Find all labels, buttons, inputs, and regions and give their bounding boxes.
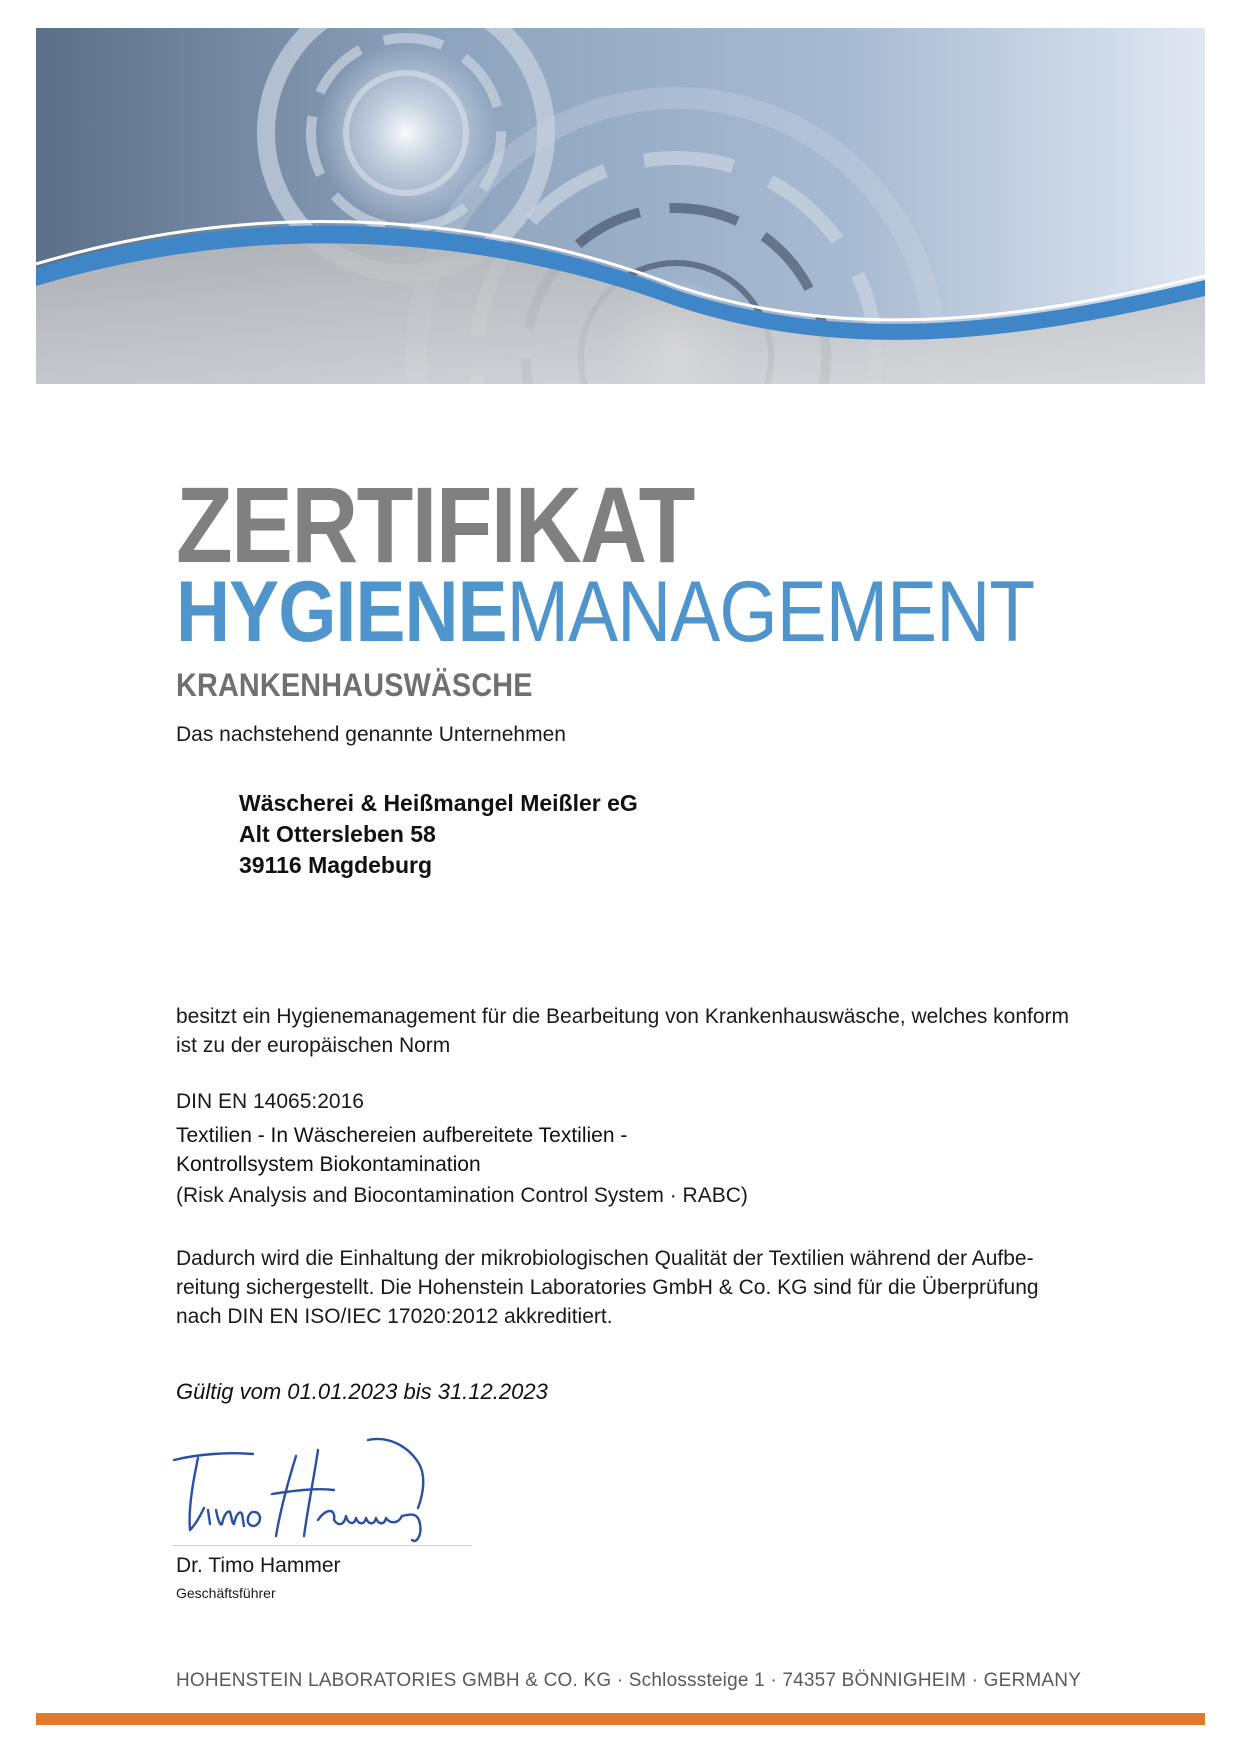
signature-image: [168, 1432, 468, 1544]
quality-line: nach DIN EN ISO/IEC 17020:2012 akkreditiert.: [176, 1305, 613, 1328]
signer-role: Geschäftsführer: [176, 1585, 276, 1601]
conformity-statement: [176, 1002, 1126, 1060]
conformity-line: ist zu der europäischen Norm: [176, 1034, 451, 1057]
title-management-part: MANAGEMENT: [506, 564, 1035, 660]
signature-line: [172, 1545, 472, 1546]
header-banner: [36, 28, 1205, 384]
title-hygiene-part: HYGIENE: [176, 564, 507, 660]
quality-statement: [176, 1244, 1126, 1331]
company-name: Wäscherei & Heißmangel Meißler eG: [239, 790, 638, 816]
certificate-title: [176, 464, 1162, 705]
quality-line: Dadurch wird die Einhaltung der mikrobiologischen Qualität der Textilien während der Aufbe-: [176, 1247, 1034, 1270]
norm-title-line: Textilien - In Wäschereien aufbereitete Textilien -: [176, 1124, 628, 1147]
company-street: Alt Ottersleben 58: [239, 821, 436, 847]
title-zertifikat: ZERTIFIKAT: [176, 464, 694, 585]
norm-title-line: Kontrollsystem Biokontamination: [176, 1153, 481, 1176]
title-hygienemanagement: [176, 564, 1035, 660]
company-address: [239, 788, 638, 881]
norm-code: DIN EN 14065:2016: [176, 1090, 364, 1113]
footer-address: HOHENSTEIN LABORATORIES GMBH & CO. KG · Schlosssteige 1 · 74357 BÖNNIGHEIM · GERMANY: [176, 1670, 1082, 1691]
validity-period: Gültig vom 01.01.2023 bis 31.12.2023: [176, 1379, 548, 1404]
signer-name: Dr. Timo Hammer: [176, 1554, 341, 1577]
norm-english-title: (Risk Analysis and Biocontamination Control System · RABC): [176, 1184, 748, 1207]
certificate-subtitle: KRANKENHAUSWÄSCHE: [176, 667, 533, 703]
company-city: 39116 Magdeburg: [239, 852, 433, 878]
intro-text: Das nachstehend genannte Unternehmen: [176, 723, 566, 746]
footer-bar: [36, 1713, 1205, 1725]
conformity-line: besitzt ein Hygienemanagement für die Bearbeitung von Krankenhauswäsche, welches konform: [176, 1005, 1070, 1028]
norm-title: [176, 1121, 627, 1179]
quality-line: reitung sichergestellt. Die Hohenstein Laboratories GmbH & Co. KG sind für die Überprüfung: [176, 1276, 1039, 1299]
